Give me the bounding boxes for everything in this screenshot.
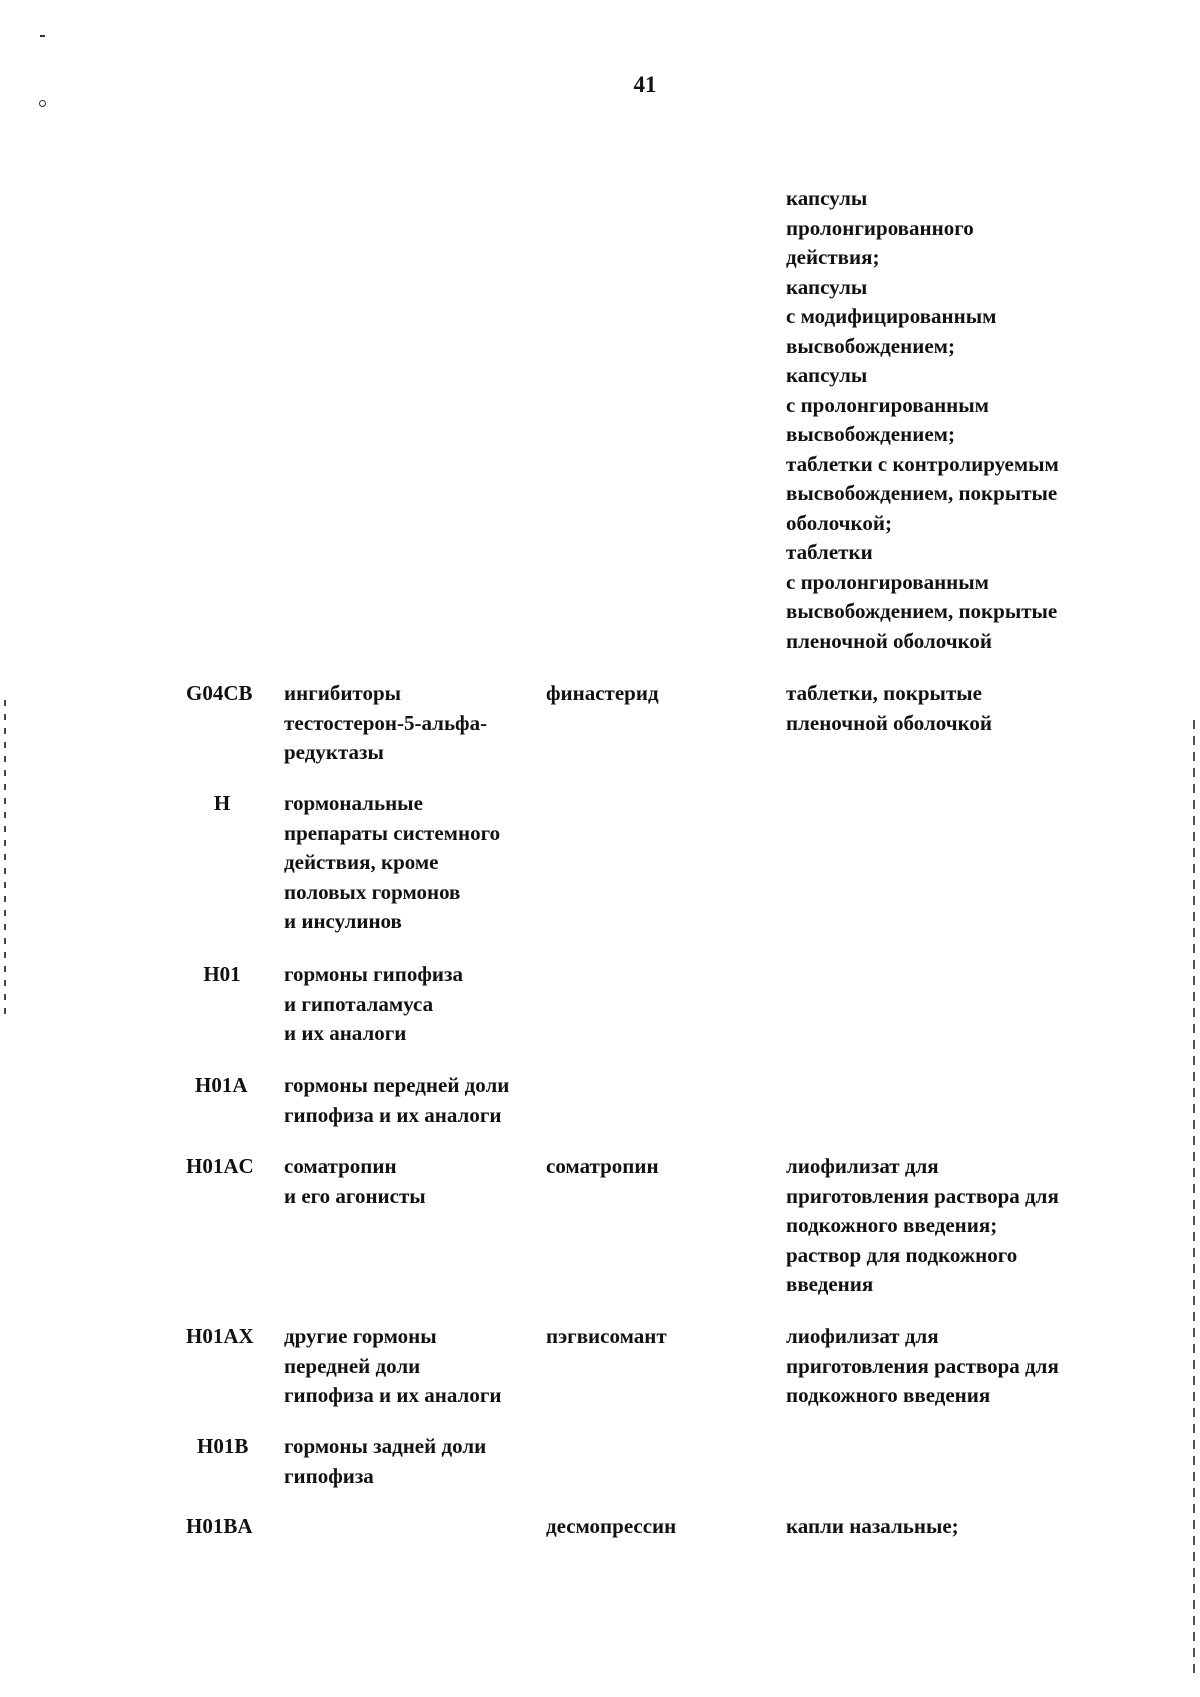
anatomical-group-name: ингибиторы тестостерон-5-альфа- редуктазы — [284, 681, 488, 764]
drug-name: пэгвисомант — [546, 1324, 667, 1348]
atc-code: H — [213, 791, 231, 815]
dosage-form: капсулы пролонгированного действия; капсулы с модифицированным высвобождением; капсулы с пролонгированным высвобождением; таблетки с контролируемым высвобождением, покрытые оболочкой; таблетки с пролонгированным высвобождением, покрытые пленочной оболочкой — [786, 186, 1059, 653]
drug-name: десмопрессин — [546, 1514, 677, 1538]
atc-code: G04CB — [186, 681, 253, 705]
scan-speck — [40, 35, 45, 37]
dosage-form: лиофилизат для приготовления раствора для подкожного введения — [786, 1324, 1059, 1407]
dosage-form: лиофилизат для приготовления раствора для подкожного введения; раствор для подкожного введения — [786, 1154, 1059, 1296]
page-number: 41 — [633, 72, 657, 97]
anatomical-group-name: гормональные препараты системного действия, кроме половых гормонов и инсулинов — [284, 791, 501, 933]
atc-code: H01 — [203, 962, 241, 986]
atc-code: H01AX — [186, 1324, 254, 1348]
dosage-form: капли назальные; — [786, 1514, 959, 1538]
drug-name: соматропин — [546, 1154, 659, 1178]
anatomical-group-name: соматропин и его агонисты — [284, 1154, 426, 1208]
scan-speck — [39, 100, 46, 107]
atc-code: H01B — [197, 1434, 249, 1458]
drug-name: финастерид — [546, 681, 659, 705]
scan-edge-line — [4, 700, 6, 1020]
anatomical-group-name: другие гормоны передней доли гипофиза и их аналоги — [284, 1324, 502, 1407]
anatomical-group-name: гормоны гипофиза и гипоталамуса и их аналоги — [284, 962, 463, 1045]
dosage-form: таблетки, покрытые пленочной оболочкой — [786, 681, 993, 735]
scan-edge-line — [1193, 720, 1195, 1680]
atc-code: H01BA — [186, 1514, 253, 1538]
anatomical-group-name: гормоны передней доли гипофиза и их аналоги — [284, 1073, 510, 1127]
anatomical-group-name: гормоны задней доли гипофиза — [284, 1434, 487, 1488]
atc-code: H01AC — [186, 1154, 254, 1178]
atc-code: H01A — [195, 1073, 248, 1097]
